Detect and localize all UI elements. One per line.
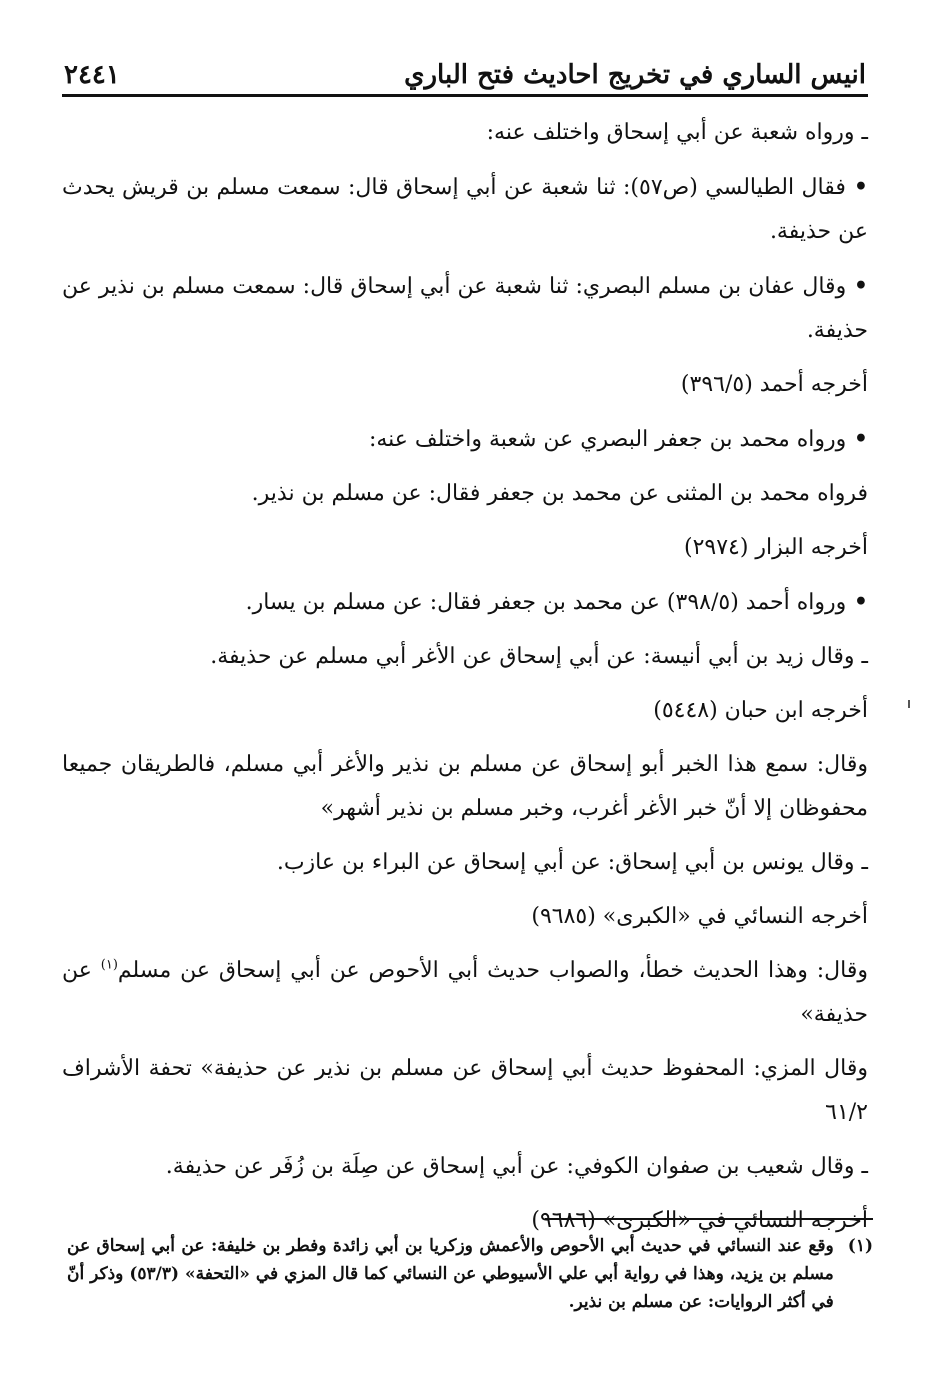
footnote-reference[interactable]: (١)	[100, 957, 118, 973]
paragraph: وقال المزي: المحفوظ حديث أبي إسحاق عن مسلم بن نذير عن حذيفة» تحفة الأشراف ٦١/٢	[62, 1056, 868, 1125]
paragraph: • ورواه أحمد (٣٩٨/٥) عن محمد بن جعفر فقال: عن مسلم بن يسار.	[62, 580, 868, 625]
paragraph: • ورواه محمد بن جعفر البصري عن شعبة واختلف عنه:	[62, 417, 868, 462]
paragraph: ـ وقال شعيب بن صفوان الكوفي: عن أبي إسحاق عن صِلَة بن زُفَر عن حذيفة.	[62, 1145, 868, 1189]
paragraph: أخرجه النسائي في «الكبرى» (٩٦٨٦)	[531, 1208, 868, 1233]
footnote-separator	[545, 1218, 873, 1220]
paragraph-text: وقال: وهذا الحديث خطأ، والصواب حديث أبي الأحوص عن أبي إسحاق عن مسلم	[117, 958, 868, 983]
paragraph: أخرجه ابن حبان (٥٤٤٨)	[653, 698, 868, 723]
paragraph: وقال: سمع هذا الخبر أبو إسحاق عن مسلم بن نذير والأغر أبي مسلم، فالطريقان جميعا محفوظان إلا أنّ خبر الأغر أغرب، وخبر مسلم بن نذير أشهر»	[62, 752, 868, 821]
book-title: انيس الساري في تخريج احاديث فتح الباري	[404, 60, 866, 90]
paragraph: ـ وقال زيد بن أبي أنيسة: عن أبي إسحاق عن الأغر أبي مسلم عن حذيفة.	[62, 635, 868, 679]
paragraph: أخرجه أحمد (٣٩٦/٥)	[680, 372, 868, 397]
margin-mark	[908, 700, 910, 708]
paragraph: • وقال عفان بن مسلم البصري: ثنا شعبة عن أبي إسحاق قال: سمعت مسلم بن نذير عن حذيفة.	[62, 264, 868, 353]
running-header	[62, 52, 868, 97]
main-text	[62, 111, 868, 1243]
paragraph: فرواه محمد بن المثنى عن محمد بن جعفر فقال: عن مسلم بن نذير.	[251, 481, 868, 506]
paragraph	[62, 949, 868, 1037]
paragraph: ـ ورواه شعبة عن أبي إسحاق واختلف عنه:	[62, 111, 868, 155]
footnote-mark: (١)	[847, 1236, 873, 1256]
page-number: ٢٤٤١	[64, 60, 120, 90]
footnote-text: وقع عند النسائي في حديث أبي الأحوص والأعمش وزكريا بن أبي زائدة وفطر بن خليفة: عن أبي إسحاق عن مسلم بن يزيد، وهذا في رواية أبي علي الأسيوطي عن النسائي كما قال المزي في «التحفة» (٥٣/٣) وذكر أنّ في أكثر الروايات: عن مسلم بن نذير.	[67, 1236, 834, 1312]
footnote	[67, 1232, 873, 1316]
paragraph: أخرجه النسائي في «الكبرى» (٩٦٨٥)	[531, 904, 868, 929]
paragraph: أخرجه البزار (٢٩٧٤)	[683, 535, 868, 560]
page	[62, 52, 868, 1253]
paragraph: ـ وقال يونس بن أبي إسحاق: عن أبي إسحاق عن البراء بن عازب.	[62, 841, 868, 885]
paragraph: • فقال الطيالسي (ص٥٧): ثنا شعبة عن أبي إسحاق قال: سمعت مسلم بن قريش يحدث عن حذيفة.	[62, 165, 868, 254]
paragraph-text-tail: عن حذيفة»	[62, 958, 868, 1027]
